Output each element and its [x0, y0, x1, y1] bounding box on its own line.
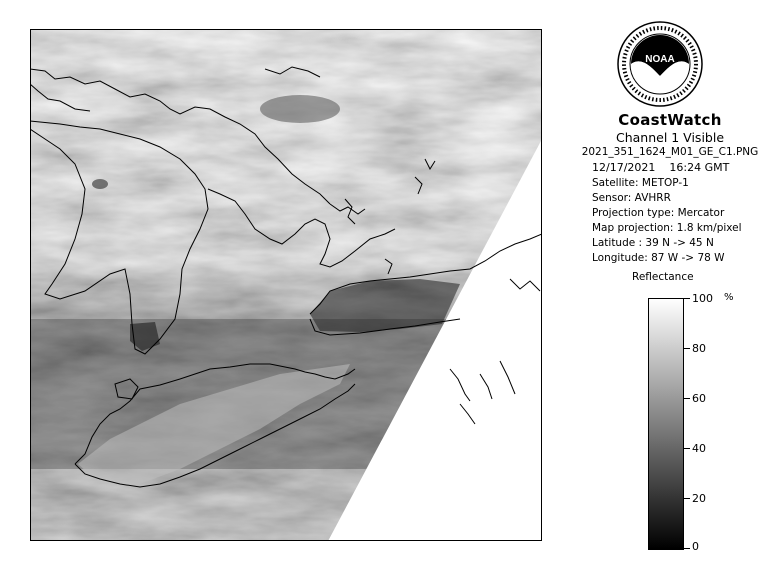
map-projection-info: Map projection: 1.8 km/pixel	[592, 222, 742, 234]
sensor-info: Sensor: AVHRR	[592, 192, 671, 204]
colorbar-tick-label: 80	[692, 342, 706, 355]
colorbar-tick-label: 60	[692, 392, 706, 405]
date-time	[592, 161, 782, 174]
colorbar-tick	[684, 498, 690, 499]
colorbar-title: Reflectance	[632, 271, 694, 283]
colorbar-tick	[684, 548, 690, 549]
channel-label: Channel 1 Visible	[615, 130, 725, 145]
reflectance-colorbar	[648, 298, 684, 550]
projection-type-info: Projection type: Mercator	[592, 207, 725, 219]
time-value: 16:24 GMT	[669, 161, 730, 174]
satellite-image-svg	[30, 29, 542, 541]
colorbar-tick	[684, 348, 690, 349]
satellite-image	[30, 29, 542, 541]
file-name: 2021_351_1624_M01_GE_C1.PNG	[581, 146, 759, 158]
noaa-logo-icon	[616, 20, 704, 108]
colorbar-tick-label: 0	[692, 540, 699, 553]
longitude-info: Longitude: 87 W -> 78 W	[592, 252, 725, 264]
colorbar-tick-label: 40	[692, 442, 706, 455]
colorbar-tick-label: 20	[692, 492, 706, 505]
colorbar-tick-label: 100	[692, 292, 713, 305]
date-value: 12/17/2021	[592, 161, 656, 174]
app-title: CoastWatch	[618, 111, 722, 129]
colorbar-tick	[684, 448, 690, 449]
noaa-logo	[616, 20, 704, 108]
colorbar-unit: %	[724, 292, 734, 303]
colorbar-tick	[684, 398, 690, 399]
latitude-info: Latitude : 39 N -> 45 N	[592, 237, 714, 249]
svg-text:NOAA: NOAA	[645, 54, 675, 65]
image-swath	[30, 29, 542, 541]
colorbar-tick	[684, 298, 690, 299]
satellite-info: Satellite: METOP-1	[592, 177, 689, 189]
